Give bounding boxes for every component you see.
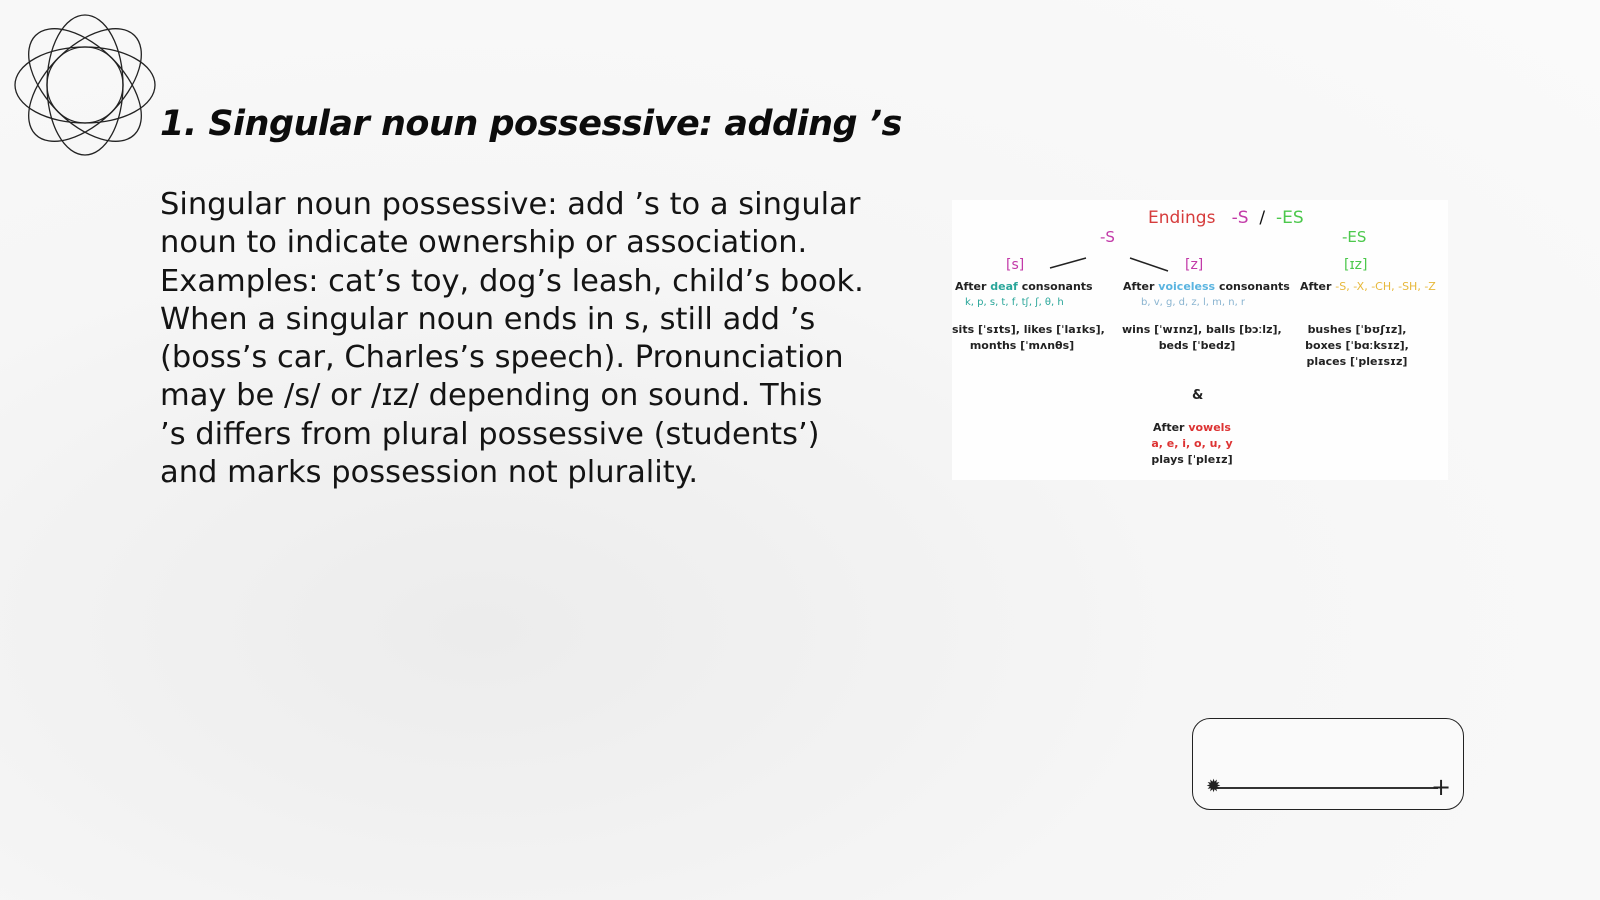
col2-examples: wins [ˈwɪnz], balls [bɔːlz], beds [ˈbedz] <box>1122 323 1282 352</box>
col2-heading: After voiceless consonants <box>1123 280 1290 293</box>
ipa-z-label: [z] <box>1185 257 1204 273</box>
body-line: ’s differs from plural possessive (students’) <box>160 416 820 452</box>
branch-s-label: -S <box>1100 228 1115 246</box>
body-line: and marks possession not plurality. <box>160 455 699 491</box>
body-line: Examples: cat’s toy, dog’s leash, child’s book. <box>160 263 864 299</box>
slider-track[interactable] <box>1216 787 1438 789</box>
body-line: may be /s/ or /ɪz/ depending on sound. This <box>160 378 823 414</box>
vowels-block: After vowels a, e, i, o, u, y plays [ˈpleɪz] <box>1151 421 1233 466</box>
col1-examples: sits [ˈsɪts], likes [ˈlaɪks], months [ˈmʌnθs] <box>952 323 1105 352</box>
heading-slash: / <box>1259 208 1266 228</box>
endings-diagram <box>952 200 1448 480</box>
heading-word: Endings <box>1148 208 1216 228</box>
col1-letters: k, p, s, t, f, tʃ, ʃ, θ, h <box>965 297 1064 308</box>
col2-letters: b, v, g, d, z, l, m, n, r <box>1141 297 1246 308</box>
col3-heading: After -S, -X, -CH, -SH, -Z <box>1300 280 1436 293</box>
body-line: noun to indicate ownership or association. <box>160 225 808 261</box>
col3-examples: bushes [ˈbʊʃɪz], boxes [ˈbɑːksɪz], places [ˈpleɪsɪz] <box>1305 323 1409 368</box>
col1-heading: After deaf consonants <box>955 280 1093 293</box>
crosshair-icon[interactable]: + <box>1431 773 1452 801</box>
ipa-iz-label: [ɪz] <box>1344 257 1368 273</box>
ampersand: & <box>1192 388 1204 403</box>
body-line: Singular noun possessive: add ’s to a singular <box>160 187 861 222</box>
heading-s: -S <box>1231 208 1249 228</box>
slide-title: 1. Singular noun possessive: adding ’s <box>160 104 902 144</box>
ipa-s-label: [s] <box>1006 257 1025 273</box>
body-line: When a singular noun ends in s, still add ’s <box>160 301 816 337</box>
diagram-heading <box>1148 208 1304 228</box>
slider-panel <box>1192 718 1464 810</box>
body-line: (boss’s car, Charles’s speech). Pronunciation <box>160 340 844 376</box>
heading-es: -ES <box>1275 208 1304 228</box>
body-paragraph <box>160 186 864 492</box>
branch-es-label: -ES <box>1342 228 1367 246</box>
overlapping-circles-logo <box>10 10 160 160</box>
sun-icon[interactable]: ✹ <box>1206 776 1222 797</box>
